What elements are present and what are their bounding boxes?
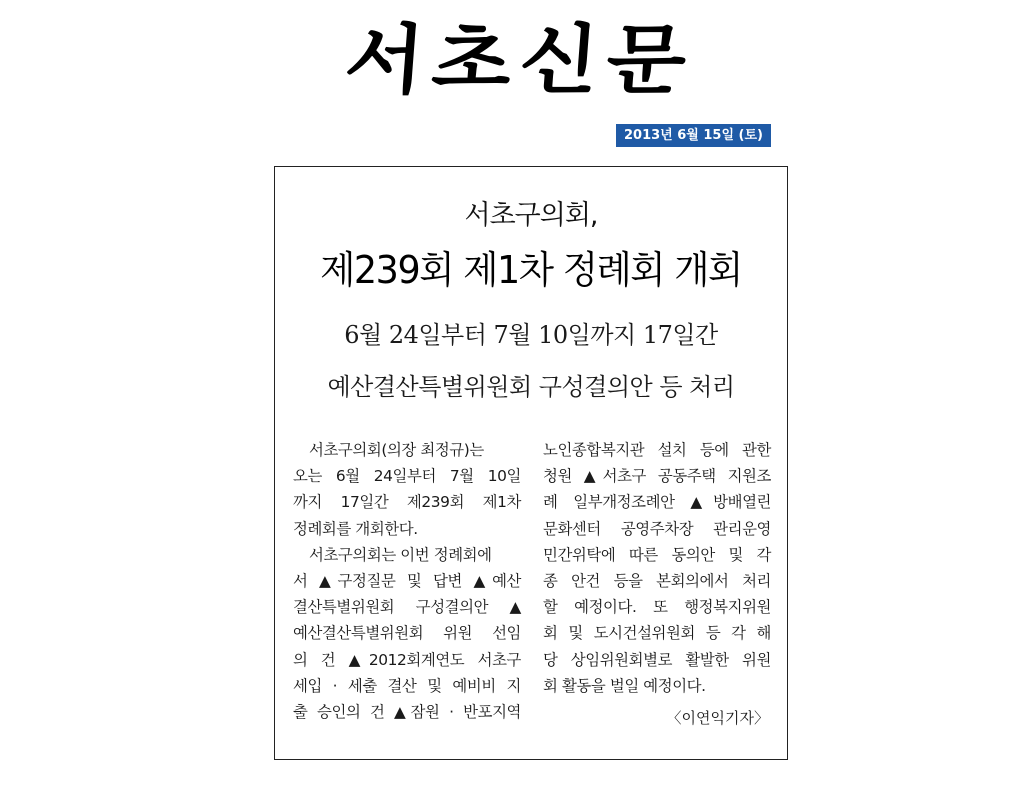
body-line: 문화센터 공영주차장 관리운영 [543,519,771,538]
body-line: 서 ▲구정질문 및 답변 ▲예산 [293,571,521,590]
article-body-right-column [543,437,771,699]
masthead-title: 서초신문 [341,16,698,105]
body-line: 결산특별위원회 구성결의안 ▲ [293,598,521,617]
article-headline: 제239회 제1차 정례회 개회 [320,248,742,292]
article-byline: 〈이연익기자〉 [666,709,769,727]
body-line: 정례회를 개회한다. [293,519,418,538]
body-line: 할 예정이다. 또 행정복지위원 [543,598,771,617]
article-subhead-2: 예산결산특별위원회 구성결의안 등 처리 [327,373,735,401]
body-line: 청원 ▲서초구 공동주택 지원조 [543,467,771,486]
body-line: 당 상임위원회별로 활발한 위원 [543,650,771,669]
body-line: 회 및 도시건설위원회 등 각 해 [543,624,771,643]
article-body-left-column [293,437,521,725]
body-line: 오는 6월 24일부터 7월 10일 [293,467,521,486]
body-line: 노인종합복지관 설치 등에 관한 [543,441,771,459]
body-line: 례 일부개정조례안 ▲방배열린 [543,493,771,512]
body-line: 예산결산특별위원회 위원 선임 [293,624,521,643]
issue-date-badge: 2013년 6월 15일 (토) [616,124,771,147]
body-line: 서초구의회는 이번 정례회에 [309,545,492,564]
article-box [274,166,788,760]
body-line: 까지 17일간 제239회 제1차 [293,493,521,512]
body-line: 회 활동을 벌일 예정이다. [543,676,706,695]
body-line: 민간위탁에 따른 동의안 및 각 [543,545,771,564]
body-line: 출 승인의 건 ▲잠원 · 반포지역 [293,702,521,721]
article-kicker: 서초구의회, [464,200,598,231]
body-line: 의 건 ▲2012회계연도 서초구 [293,650,521,669]
article-subhead-1: 6월 24일부터 7월 10일까지 17일간 [344,321,718,349]
body-line: 종 안건 등을 본회의에서 처리 [543,571,771,590]
body-line: 서초구의회(의장 최정규)는 [309,441,484,459]
body-line: 세입 · 세출 결산 및 예비비 지 [293,676,521,695]
